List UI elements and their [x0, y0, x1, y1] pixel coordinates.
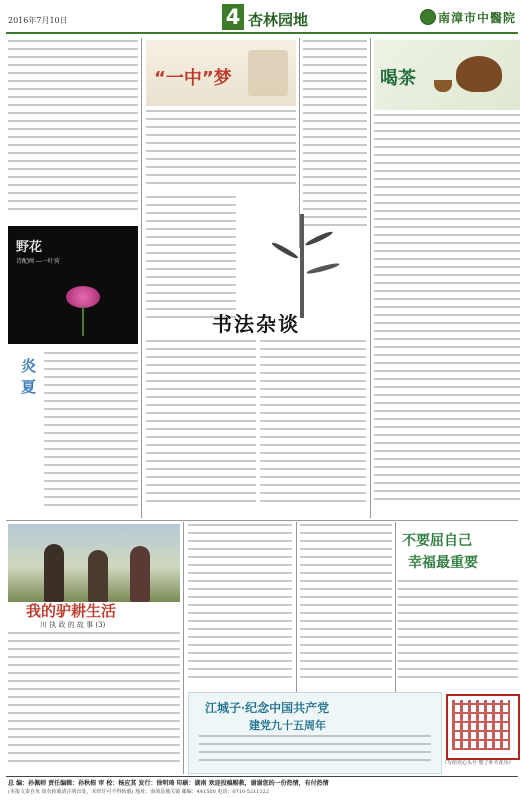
masthead-title: 南漳市中醫院 [438, 11, 517, 25]
page-number-badge [222, 4, 244, 30]
summer-text [44, 352, 138, 518]
bamboo-leaf [304, 230, 333, 247]
happiness-text [398, 580, 518, 688]
seal-caption: 《写给党心头号 想了补天花乐》 [442, 760, 514, 766]
party-poem-text [199, 735, 431, 769]
farm-title: 我的驴耕生活 [26, 602, 117, 620]
painting-subtitle: 诗配画 —一叶荷 [16, 258, 60, 265]
painting-title: 野花 [16, 240, 43, 255]
party-title-line1: 江城子·纪念中国共产党 [205, 701, 330, 715]
bamboo-leaf [306, 262, 340, 276]
party-title-line2: 建党九十五周年 [249, 719, 326, 732]
seal-glyph-grid [452, 700, 510, 750]
person-figure [88, 550, 108, 602]
calligraphy-text-left [146, 340, 256, 518]
header [0, 0, 524, 34]
flower-stem [82, 306, 84, 336]
happiness-title-block [398, 528, 518, 578]
poem-text-right [300, 524, 392, 688]
hospital-logo-icon [420, 9, 436, 25]
page-number: 4 [225, 5, 241, 29]
divider [6, 520, 518, 521]
divider [183, 522, 184, 774]
farm-photo [8, 524, 180, 602]
book-illustration [248, 50, 288, 96]
header-rule [6, 32, 518, 34]
teapot-icon [456, 56, 502, 92]
tea-article-text [374, 114, 520, 514]
footer-line1: 总 编：孙佩师 责任编辑：孙秋根 审 校：杨应其 发行：徐明琦 印刷：湖南 欢迎投稿赐教，谢谢您的一份热情，有付热情 [8, 780, 329, 787]
bamboo-leaf [271, 241, 299, 260]
dream-title-panel [146, 40, 296, 106]
farm-byline: 川 执 政 的 故 事 (3) [40, 621, 106, 629]
footer-line2: (本报文责自负 如有转载请注明出处，未经许可不得转载) 地址：南漳县城关镇 邮编：441500 电话：0710-5211122 [8, 789, 270, 795]
wildflower-painting [8, 226, 138, 344]
dream-article-text-right [146, 110, 296, 190]
party-poem-box [188, 692, 442, 774]
flower-bloom-icon [66, 286, 100, 308]
issue-date: 2016年7月10日 [8, 16, 68, 25]
section-name: 杏林园地 [248, 11, 309, 29]
footer [8, 779, 518, 799]
person-figure [44, 544, 64, 602]
farm-text [8, 632, 180, 770]
seal-artwork [446, 694, 520, 760]
footer-rule [6, 776, 518, 777]
divider [395, 522, 396, 692]
happiness-title-line2: 幸福最重要 [408, 555, 478, 571]
tea-title: 喝茶 [380, 68, 416, 89]
happiness-title-line1: 不要屈自己 [402, 533, 472, 549]
bamboo-stalk [300, 214, 304, 318]
poem-text-left [188, 524, 292, 688]
tea-header [374, 40, 520, 110]
divider [141, 38, 142, 518]
person-figure [130, 546, 150, 602]
calligraphy-text-right [260, 340, 366, 518]
dream-article-text-left [8, 40, 138, 220]
divider [296, 522, 297, 692]
tea-cup-icon [434, 80, 452, 92]
summer-title: 炎夏 [19, 358, 37, 400]
calligraphy-title: 书法杂谈 [212, 312, 300, 336]
divider [370, 38, 371, 518]
dream-title: “一中”梦 [154, 68, 232, 89]
